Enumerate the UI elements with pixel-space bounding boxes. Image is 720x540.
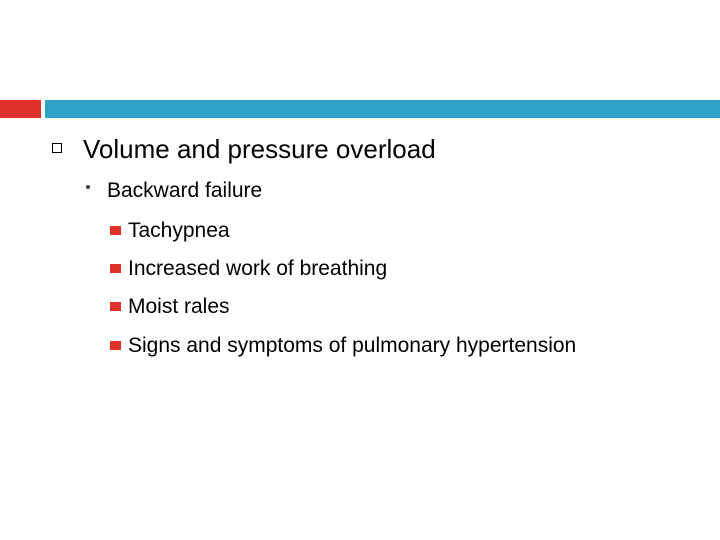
- heading-text: Volume and pressure overload: [83, 134, 436, 164]
- bullet-level3-item: [0, 333, 720, 359]
- red-square-bullet-icon: [110, 341, 121, 350]
- hollow-square-bullet-icon: [52, 143, 62, 153]
- bullet-level1-volume-pressure-overload: [0, 134, 720, 166]
- bullet-level3-item: [0, 294, 720, 320]
- subheading-text: Backward failure: [107, 179, 263, 202]
- red-square-bullet-icon: [110, 302, 121, 311]
- list-item-text: Increased work of breathing: [128, 257, 388, 280]
- dot-bullet-icon: [86, 185, 90, 189]
- title-accent-bar-red: [0, 100, 41, 118]
- red-square-bullet-icon: [110, 264, 121, 273]
- title-accent-bar-blue: [45, 100, 720, 118]
- list-item-text: Moist rales: [128, 295, 230, 318]
- list-item-text: Signs and symptoms of pulmonary hypertension: [128, 334, 577, 357]
- list-item-text: Tachypnea: [128, 219, 230, 242]
- bullet-level2-backward-failure: [0, 178, 720, 204]
- bullet-level3-item: [0, 256, 720, 282]
- bullet-level3-item: [0, 218, 720, 244]
- red-square-bullet-icon: [110, 226, 121, 235]
